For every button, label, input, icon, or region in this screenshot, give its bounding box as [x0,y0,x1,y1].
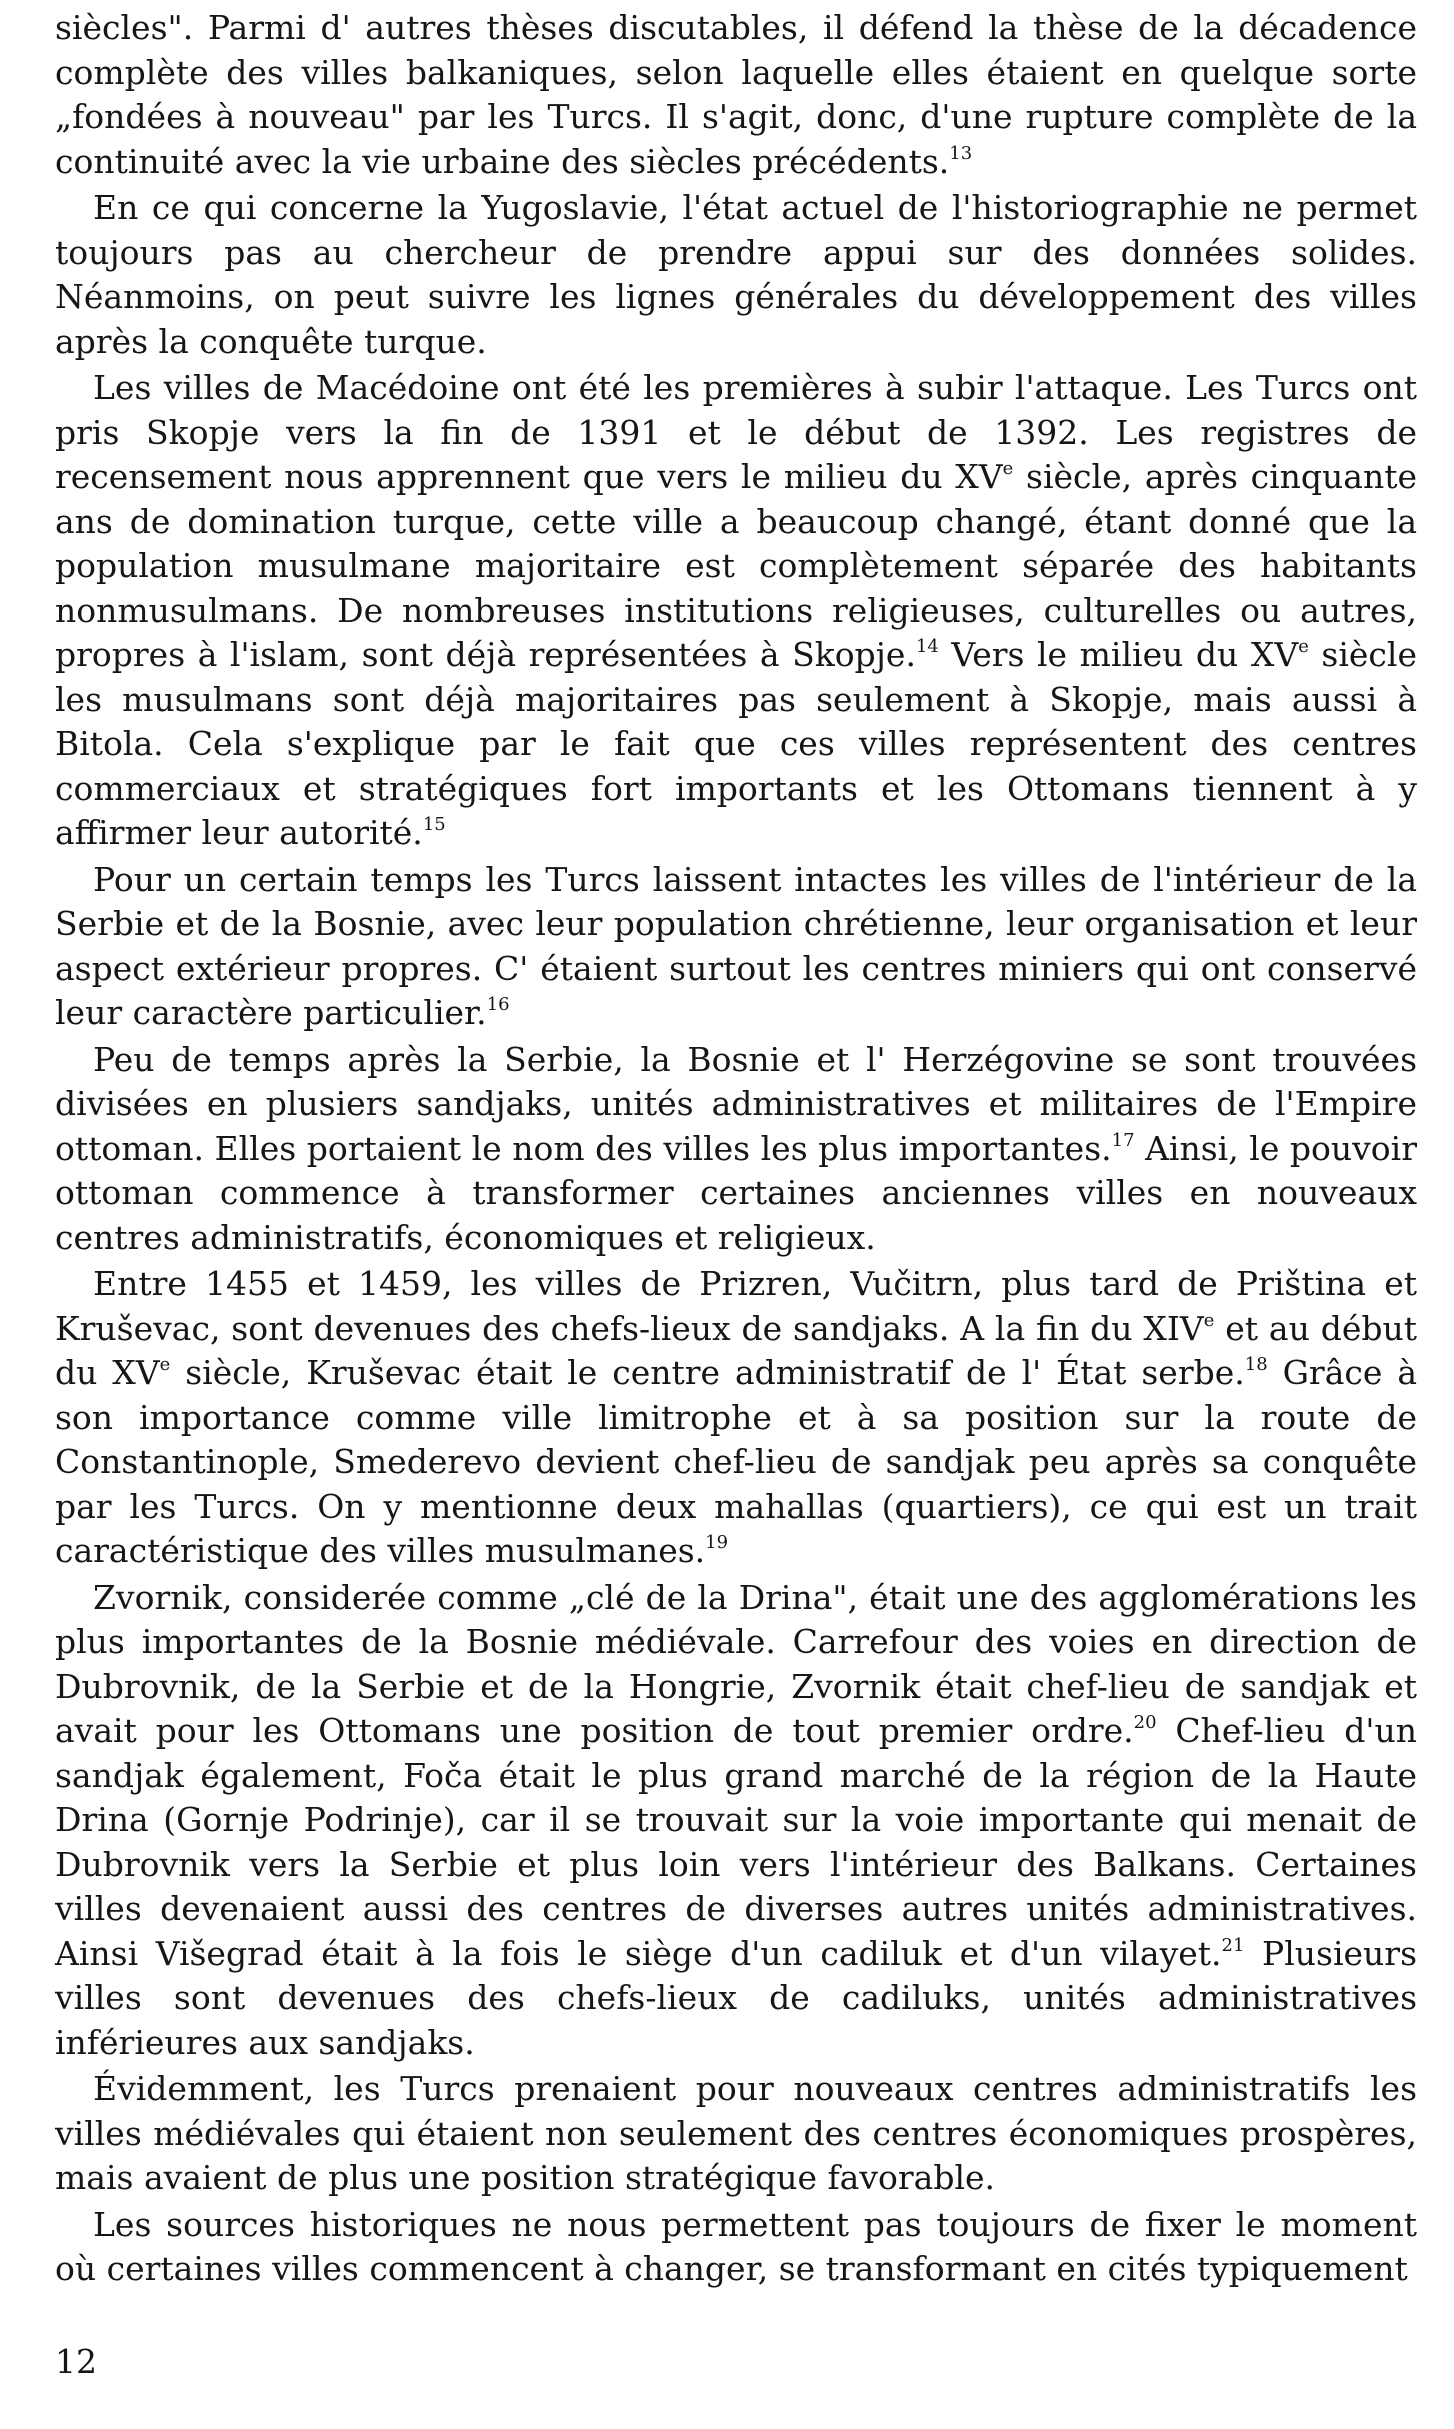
paragraph-text: Grâce à son importance comme ville limitrophe et à sa position sur la route de Constantinople, Smederevo devient chef-lieu de sandjak peu après sa conquête par les Turcs. On y mentionne deux mahallas (quartiers), ce qui est un trait caractéristique des villes musulmanes. [55,1353,1417,1570]
paragraph-text: Chef-lieu d'un sandjak également, Foča était le plus grand marché de la région de la Haute Drina (Gornje Podrinje), car il se trouvait sur la voie importante qui menait de Dubrovnik vers la Serbie et plus loin vers l'intérieur des Balkans. Certaines villes devenaient aussi des centres de diverses autres unités administratives. Ainsi Višegrad était à la fois le siège d'un cadiluk et d'un vilayet. [55,1711,1418,1973]
paragraph-text: Entre 1455 et 1459, les villes de Prizren, Vučitrn, plus tard de Priština et Kruševac, sont devenues des chefs-lieux de sandjaks. A la fin du XIV [55,1264,1417,1348]
page-number: 12 [55,2342,97,2381]
paragraph-text: et au début du XV [55,1308,1418,1392]
footnote-marker: 16 [486,994,510,1015]
footnote-marker: 18 [1244,1354,1268,1375]
paragraph-text: Pour un certain temps les Turcs laissent intactes les villes de l'intérieur de la Serbie et de la Bosnie, avec leur population chrétienne, leur organisation et leur aspect extérieur propres. C' étaient surtout les centres miniers qui ont conservé leur caractère particulier. [55,859,1417,1032]
paragraph [55,1262,1417,1574]
paragraph [55,186,1417,364]
paragraph [55,2203,1417,2292]
footnote-marker: e [1203,1309,1215,1331]
footnote-marker: 15 [422,814,446,835]
footnote-marker: 19 [705,1532,729,1553]
paragraph-text: siècle, Kruševac était le centre administratif de l' État serbe. [170,1353,1245,1392]
paragraph-text: Vers le milieu du XV [938,635,1299,674]
footnote-marker: 21 [1221,1934,1245,1956]
paragraph-text: Ainsi, le pouvoir ottoman commence à transformer certaines anciennes villes en nouveaux centres administratifs, économiques et religieux. [55,1128,1417,1257]
paragraph-text: Les villes de Macédoine ont été les premières à subir l'attaque. Les Turcs ont pris Skopje vers la fin de 1391 et le début de 1392. Les registres de recensement nous apprennent que vers le milieu du XV [55,368,1417,496]
paragraph-text: Évidemment, les Turcs prenaient pour nouveaux centres administratifs les villes médiévales qui étaient non seulement des centres économiques prospères, mais avaient de plus une position stratégique favorable. [55,2069,1417,2197]
paragraph-text: Zvornik, considerée comme „clé de la Drina", était une des agglomérations les plus importantes de la Bosnie médiévale. Carrefour des voies en direction de Dubrovnik, de la Serbie et de la Hongrie, Zvornik était chef-lieu de sandjak et avait pour les Ottomans une position de tout premier ordre. [55,1577,1417,1750]
paragraph [55,2067,1417,2201]
footnote-marker: 13 [949,142,973,164]
footnote-marker: 17 [1111,1129,1135,1151]
paragraph-text: siècle, après cinquante ans de domination turque, cette ville a beaucoup changé, étant donné que la population musulmane majoritaire est complètement séparée des habitants nonmusulmans. De nombreuses institutions religieuses, culturelles ou autres, propres à l'islam, sont déjà représentées à Skopje. [55,457,1417,674]
paragraph [55,6,1417,184]
paragraph-text: Plusieurs villes sont devenues des chefs-lieux de cadiluks, unités administratives inférieures aux sandjaks. [55,1933,1418,2062]
paragraph-text: Les sources historiques ne nous permettent pas toujours de fixer le moment où certaines villes commencent à changer, se transformant en cités typiquement [55,2204,1417,2288]
paragraph [55,1038,1417,1261]
footnote-marker: e [1298,636,1309,657]
footnote-marker: e [159,1354,171,1375]
footnote-marker: 20 [1133,1712,1157,1733]
paragraph-text: siècles". Parmi d' autres thèses discutables, il défend la thèse de la décadence complète des villes balkaniques, selon laquelle elles étaient en quelque sorte „fondées à nouveau" par les Turcs. Il s'agit, donc, d'une rupture complète de la continuité avec la vie urbaine des siècles précédents. [55,8,1417,181]
page-body [55,6,1417,2292]
paragraph-text: En ce qui concerne la Yugoslavie, l'état actuel de l'historiographie ne permet toujours pas au chercheur de prendre appui sur des données solides. Néanmoins, on peut suivre les lignes générales du développement des villes après la conquête turque. [55,188,1417,361]
footnote-marker: e [1002,458,1014,479]
footnote-marker: 14 [915,636,939,657]
paragraph-text: siècle les musulmans sont déjà majoritaires pas seulement à Skopje, mais aussi à Bitola. Cela s'explique par le fait que ces villes représentent des centres commerciaux et stratégiques fort importants et les Ottomans tiennent à y affirmer leur autorité. [55,635,1418,852]
paragraph [55,1576,1417,2066]
paragraph-text: Peu de temps après la Serbie, la Bosnie et l' Herzégovine se sont trouvées divisées en plusiers sandjaks, unités administratives et militaires de l'Empire ottoman. Elles portaient le nom des villes les plus importantes. [55,1039,1417,1168]
paragraph [55,858,1417,1036]
paragraph [55,366,1417,856]
